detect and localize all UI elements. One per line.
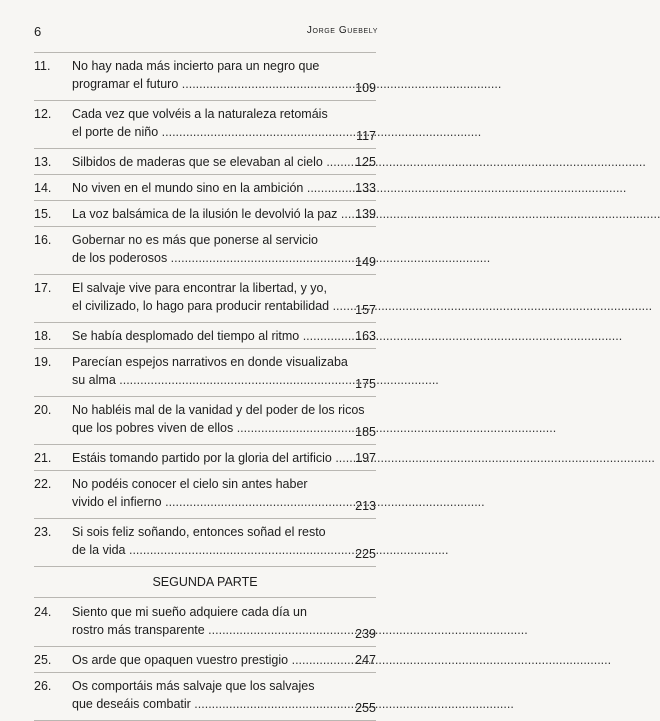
entry-number: 13.: [34, 155, 52, 169]
toc-entry: [34, 327, 376, 345]
entry-title-line: el civilizado, lo hago para producir rentabilidad .....: [72, 297, 324, 315]
entry-page: 225: [355, 547, 376, 561]
entry-page: 163: [355, 329, 376, 343]
toc-entry: [34, 179, 376, 197]
entry-title-line: Os arde que opaquen vuestro prestigio .....: [72, 651, 324, 669]
entry-page: 247: [355, 653, 376, 667]
divider: [34, 672, 376, 673]
entry-title: [72, 179, 324, 197]
divider: [34, 322, 376, 323]
entry-title-line: Cada vez que volvéis a la naturaleza retomáis: [72, 107, 328, 121]
entry-page: 125: [355, 155, 376, 169]
divider: [34, 200, 376, 201]
entry-title-line: Se había desplomado del tiempo al ritmo .....: [72, 327, 324, 345]
entry-number: 20.: [34, 403, 52, 417]
toc-entry: [34, 153, 376, 171]
toc-entry: [34, 603, 376, 639]
entry-number: 15.: [34, 207, 52, 221]
entry-title-line: rostro más transparente .....: [72, 621, 324, 639]
entry-number: 21.: [34, 451, 52, 465]
entry-title-line: que los pobres viven de ellos .....: [72, 419, 324, 437]
entry-page: 157: [355, 303, 376, 317]
toc-entry: [34, 231, 376, 267]
entry-title-line: su alma .....: [72, 371, 324, 389]
entry-title-line: No hay nada más incierto para un negro que: [72, 59, 320, 73]
toc-entry: [34, 449, 376, 467]
entry-number: 11.: [34, 59, 51, 73]
entry-title: [72, 651, 324, 669]
entry-title-line: No viven en el mundo sino en la ambición .....: [72, 179, 324, 197]
divider: [34, 348, 376, 349]
entry-title: [72, 57, 324, 93]
toc-entry: [34, 105, 376, 141]
entry-title-line: que deseáis combatir .....: [72, 695, 324, 713]
toc-entry: [34, 57, 376, 93]
running-head: Jorge Guebely: [306, 25, 378, 36]
entry-page: 109: [355, 81, 376, 95]
divider: [34, 444, 376, 445]
entry-number: 16.: [34, 233, 52, 247]
entry-title-line: No habléis mal de la vanidad y del poder de los ricos: [72, 403, 365, 417]
entry-title: [72, 105, 328, 141]
entry-title: [72, 327, 324, 345]
entry-page: 255: [355, 701, 376, 715]
divider: [34, 52, 376, 53]
entry-number: 22.: [34, 477, 52, 491]
entry-title-line: Silbidos de maderas que se elevaban al cielo .....: [72, 153, 324, 171]
page-number: 6: [34, 24, 42, 39]
entry-number: 19.: [34, 355, 52, 369]
divider: [34, 274, 376, 275]
entry-title-line: Estáis tomando partido por la gloria del artificio .....: [72, 449, 324, 467]
entry-title: [72, 153, 324, 171]
entry-title-line: El salvaje vive para encontrar la libertad, y yo,: [72, 281, 327, 295]
divider: [34, 566, 376, 567]
divider: [34, 148, 376, 149]
entry-page: 149: [355, 255, 376, 269]
toc-entry: [34, 279, 376, 315]
entry-number: 25.: [34, 653, 52, 667]
entry-title-line: vivido el infierno .....: [72, 493, 324, 511]
divider: [34, 100, 376, 101]
entry-page: 213: [355, 499, 376, 513]
entry-title: [72, 401, 365, 437]
entry-title-line: Siento que mi sueño adquiere cada día un: [72, 605, 307, 619]
entry-page: 133: [355, 181, 376, 195]
toc-entry: [34, 523, 376, 559]
divider: [34, 597, 376, 598]
entry-page: 185: [355, 425, 376, 439]
entry-title: [72, 205, 338, 223]
toc-entry: [34, 475, 376, 511]
entry-title-line: de la vida .....: [72, 541, 324, 559]
divider: [34, 518, 376, 519]
toc-entry: [34, 353, 376, 389]
toc-entry: [34, 651, 376, 669]
divider: [34, 470, 376, 471]
entry-title-line: La voz balsámica de la ilusión le devolvió la paz .....: [72, 205, 324, 223]
entry-title: [72, 231, 324, 267]
entry-title-line: de los poderosos .....: [72, 249, 324, 267]
divider: [34, 174, 376, 175]
entry-title: [72, 353, 348, 389]
entry-page: 239: [355, 627, 376, 641]
entry-title-line: Parecían espejos narrativos en donde visualizaba: [72, 355, 348, 369]
entry-title-line: No podéis conocer el cielo sin antes haber: [72, 477, 308, 491]
entry-title: [72, 279, 330, 315]
entry-number: 23.: [34, 525, 52, 539]
divider: [34, 226, 376, 227]
toc-entry: [34, 205, 376, 223]
entry-number: 18.: [34, 329, 52, 343]
entry-page: 175: [355, 377, 376, 391]
entry-number: 12.: [34, 107, 52, 121]
divider: [34, 396, 376, 397]
entry-title-line: Os comportáis más salvaje que los salvajes: [72, 679, 315, 693]
entry-number: 17.: [34, 281, 52, 295]
entry-title: [72, 523, 324, 559]
toc-entry: [34, 677, 376, 713]
divider: [34, 646, 376, 647]
entry-number: 26.: [34, 679, 52, 693]
entry-number: 14.: [34, 181, 52, 195]
section-heading: SEGUNDA PARTE: [152, 575, 258, 589]
entry-page: 139: [355, 207, 376, 221]
entry-page: 197: [355, 451, 376, 465]
entry-title-line: Gobernar no es más que ponerse al servicio: [72, 233, 318, 247]
entry-title-line: Si sois feliz soñando, entonces soñad el resto: [72, 525, 326, 539]
entry-title: [72, 475, 324, 511]
entry-title-line: el porte de niño .....: [72, 123, 324, 141]
toc-entry: [34, 401, 376, 437]
entry-title: [72, 603, 324, 639]
entry-title: [72, 677, 324, 713]
entry-title: [72, 449, 332, 467]
entry-page: 117: [356, 129, 376, 143]
entry-title-line: programar el futuro .....: [72, 75, 324, 93]
entry-number: 24.: [34, 605, 52, 619]
